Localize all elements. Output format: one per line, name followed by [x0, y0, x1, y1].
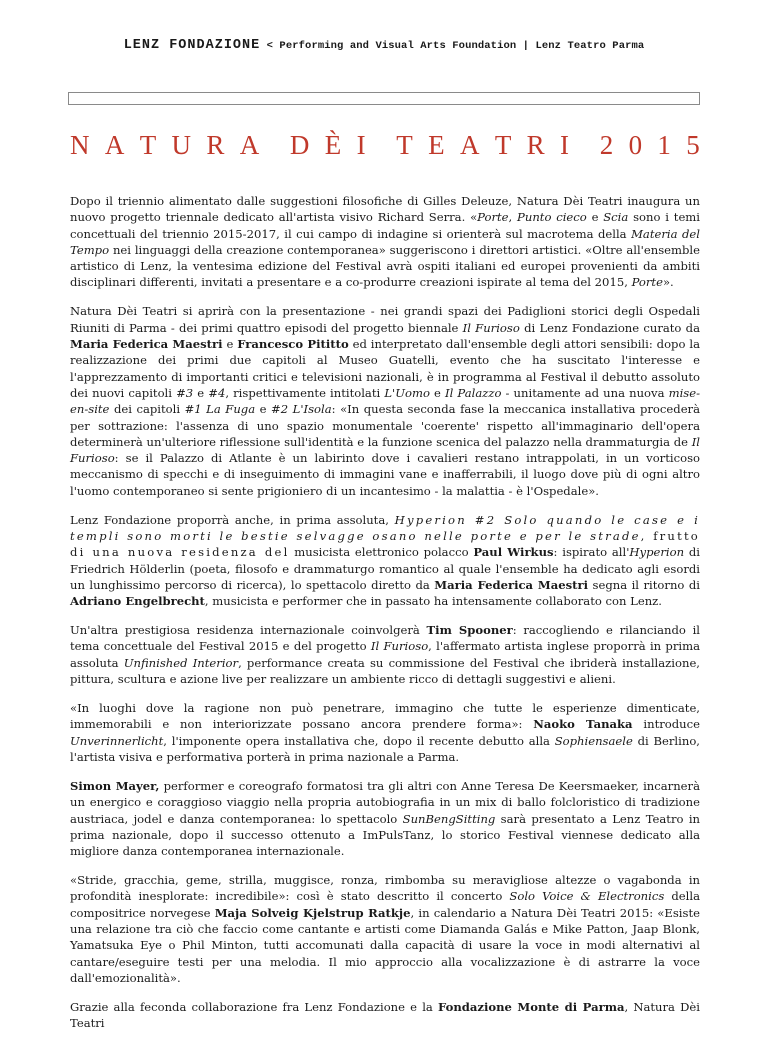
- banner-frame: [68, 92, 700, 105]
- paragraph-fondazione: Grazie alla feconda collaborazione fra Lenz Fondazione e la Fondazione Monte di Parma, Natura Dèi Teatri: [70, 999, 700, 1031]
- page-header: [0, 38, 768, 53]
- paragraph-spooner: Un'altra prestigiosa residenza internazionale coinvolgerà Tim Spooner: raccogliendo e rilanciando il tema concettuale del Festival 2015 e del progetto Il Furioso, l'affermato artista inglese proporrà in prima assoluta Unfinished Interior, performance creata su commissione del Festival che ibriderà installazione, pittura, scultura e azione live per realizzare un ambiente ricco di dettagli suggestivi e alieni.: [70, 623, 700, 687]
- paragraph-hyperion: Lenz Fondazione proporrà anche, in prima assoluta, Hyperion #2 Solo quando le case e i templi sono morti le bestie selvagge osano nelle porte e per le strade, frutto di una nuova residenza del musicista elettronico polacco Paul Wirkus: ispirato all'Hyperion di Friedrich Hölderlin (poeta, filosofo e drammaturgo romantico al quale l'ensemble ha dedicato agli esordi un lunghissimo percorso di ricerca), lo spettacolo diretto da Maria Federica Maestri segna il ritorno di Adriano Engelbrecht, musicista e performer che in passato ha intensamente collaborato con Lenz.: [70, 512, 701, 609]
- paragraph-furioso: Natura Dèi Teatri si aprirà con la presentazione - nei grandi spazi dei Padiglioni storici degli Ospedali Riuniti di Parma - dei primi quattro episodi del progetto biennale Il Furioso di Lenz Fondazione curato da Maria Federica Maestri e Francesco Pititto ed interpretato dall'ensemble degli attori sensibili: dopo la realizzazione dei primi due capitoli al Museo Guatelli, evento che ha suscitato l'interesse e l'apprezzamento di importanti critici e televisioni nazionali, è in programma al Festival il debutto assoluto dei nuovi capitoli #3 e #4, rispettivamente intitolati L'Uomo e Il Palazzo - unitamente ad una nuova mise-en-site dei capitoli #1 La Fuga e #2 L'Isola: «In questa seconda fase la meccanica installativa procederà per sottrazione: l'assenza di uno spazio monumentale 'coerente' rispetto all'immaginario dell'opera determinerà un'ulteriore riflessione sull'identità e la funzione scenica del palazzo nella drammaturgia de Il Furioso: se il Palazzo di Atlante è un labirinto dove i cavalieri restano intrappolati, in un vorticoso meccanismo di specchi e di inseguimento di immagini vane e inafferrabili, il luogo dove più di ogni altro l'uomo contemporaneo si sente prigioniero di un incantesimo - la malattia - è l'Ospedale».: [70, 304, 701, 498]
- paragraph-ratkje: «Stride, gracchia, geme, strilla, muggisce, ronza, rimbomba su meravigliose altezze o vagabonda in profondità inesplorate: incredibile»: così è stato descritto il concerto Solo Voice & Electronics della compositrice norvegese Maja Solveig Kjelstrup Ratkje, in calendario a Natura Dèi Teatri 2015: «Esiste una relazione tra ciò che faccio come cantante e artisti come Diamanda Galás e Mike Patton, Jaap Blonk, Yamatsuka Eye o Phil Minton, tutti accomunati dalla capacità di usare la voce in modi alternativi al cantare/eseguire testi per una melodia. Il mio approccio alla vocalizzazione è di astrarre la voce dall'emozionalità».: [70, 873, 700, 985]
- festival-title: N A T U R A D È I T E A T R I 2 0 1 5: [70, 130, 700, 160]
- paragraph-mayer: Simon Mayer, performer e coreografo formatosi tra gli altri con Anne Teresa De Keersmaeker, incarnerà un energico e coraggioso viaggio nella propria autobiografia in un mix di ballo folcloristico di tradizione austriaca, jodel e danza contemporanea: lo spettacolo SunBengSitting sarà presentato a Lenz Teatro in prima nazionale, dopo il successo ottenuto a ImPulsTanz, lo storico Festival viennese dedicato alla migliore danza contemporanea internazionale.: [70, 778, 701, 859]
- organization-tagline: < Performing and Visual Arts Foundation | Lenz Teatro Parma: [260, 40, 645, 52]
- article-body: [70, 193, 700, 1044]
- paragraph-tanaka: «In luoghi dove la ragione non può penetrare, immagino che tutte le esperienze dimenticate, immemorabili e non interiorizzate possano ancora prendere forma»: Naoko Tanaka introduce Unverinnerlicht, l'imponente opera installativa che, dopo il recente debutto alla Sophiensaele di Berlino, l'artista visiva e performativa porterà in prima nazionale a Parma.: [70, 701, 700, 764]
- paragraph-intro: Dopo il triennio alimentato dalle suggestioni filosofiche di Gilles Deleuze, Natura Dèi Teatri inaugura un nuovo progetto triennale dedicato all'artista visivo Richard Serra. «Porte, Punto cieco e Scia sono i temi concettuali del triennio 2015-2017, il cui campo di indagine si orienterà sul macrotema della Materia del Tempo nei linguaggi della creazione contemporanea» suggeriscono i direttori artistici. «Oltre all'ensemble artistico di Lenz, la ventesima edizione del Festival avrà ospiti italiani ed europei provenienti da ambiti disciplinari differenti, invitati a presentare e a co-produrre creazioni ispirate al tema del 2015, Porte».: [70, 194, 701, 290]
- organization-name: LENZ FONDAZIONE: [123, 38, 261, 53]
